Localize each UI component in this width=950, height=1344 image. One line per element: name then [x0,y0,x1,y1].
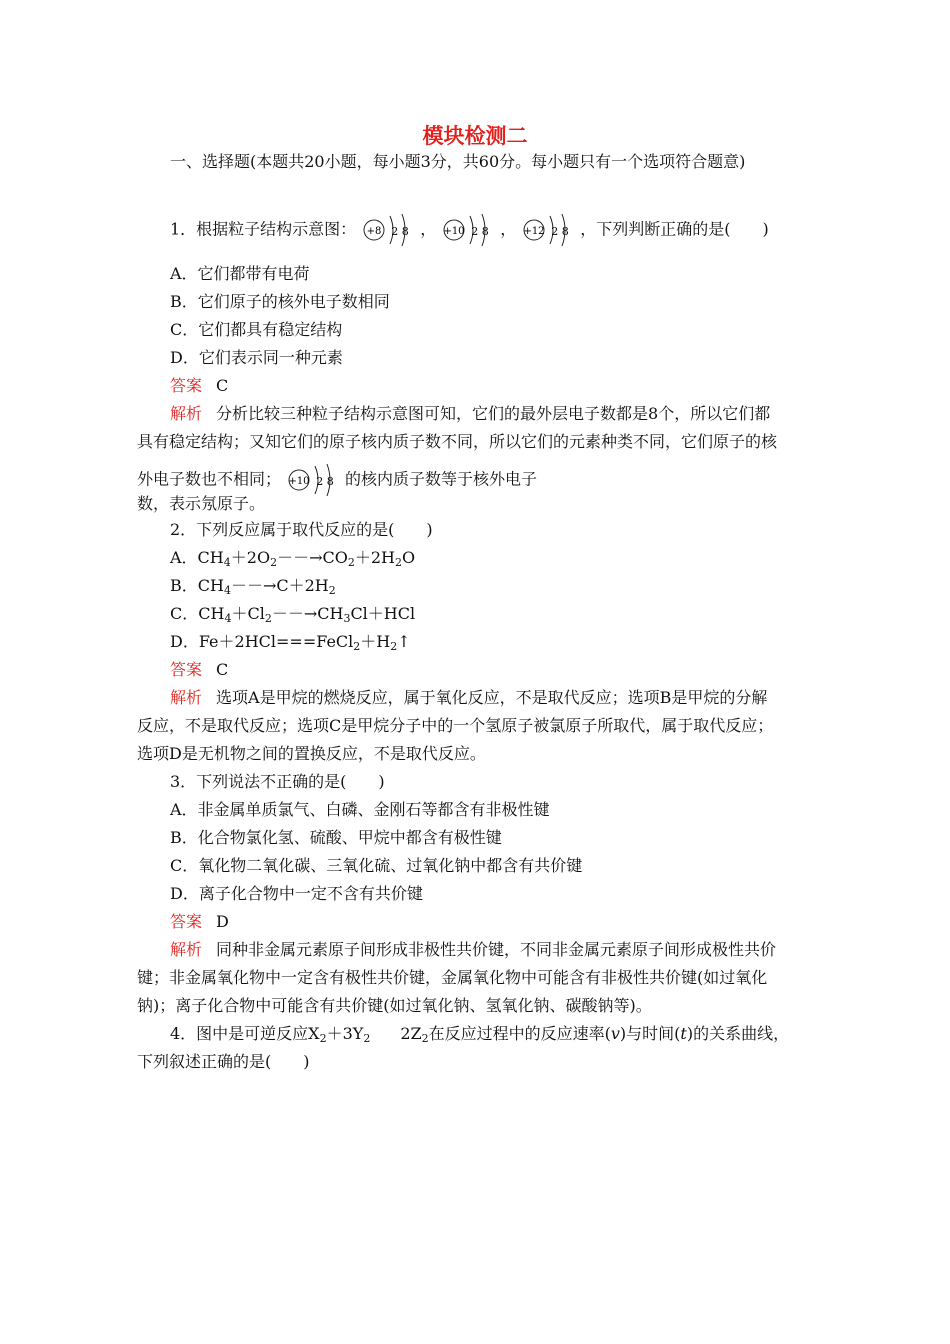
atom-2-nucleus: +10 [443,226,465,237]
question-1-stem-after: ，下列判断正确的是( ) [580,219,769,239]
q1-option-c: C．它们都具有稳定结构 [170,320,343,339]
question-2-stem: 2．下列反应属于取代反应的是( ) [170,520,433,539]
question-1-sep2: ， [500,219,517,239]
q1-analysis-line-1 [170,404,770,424]
q2-analysis-text-1: 选项A是甲烷的燃烧反应，属于氧化反应，不是取代反应；选项B是甲烷的分解 [216,688,768,707]
analysis-label: 解析 [170,940,203,959]
q1-analysis-text-3a: 外电子数也不相同； [137,469,282,489]
answer-label: 答案 [170,376,203,395]
q3-option-d: D．离子化合物中一定不含有共价键 [170,884,423,903]
q1-option-a: A．它们都带有电荷 [170,264,310,283]
q1-option-d: D．它们表示同一种元素 [170,348,343,367]
question-3-stem: 3．下列说法不正确的是( ) [170,772,385,791]
question-1-sep1: ， [420,219,437,239]
atom-2-shells: 2 8 [471,225,489,238]
atom-1-nucleus: +8 [366,226,382,237]
answer-label: 答案 [170,660,203,679]
page-title: 模块检测二 [422,124,528,148]
question-4-stem: 4．图中是可逆反应$X_2+3Y_2$ $2Z_2$在反应过程中的反应速率(v)与时间(t)的关系曲线， [170,1024,790,1045]
q3-analysis-line-2: 键；非金属氧化物中一定含有极性共价键，金属氧化物中可能含有非极性共价键(如过氧化 [137,968,768,987]
atom-1-shells: 2 8 [391,225,409,238]
q1-analysis-line-2: 具有稳定结构；又知它们的原子核内质子数不同，所以它们的元素种类不同，它们原子的核 [137,432,778,451]
q2-answer-value: C [216,660,229,679]
q3-option-b: B．化合物氯化氢、硫酸、甲烷中都含有极性键 [170,828,502,847]
atom-diagram-neon-analysis [285,458,341,502]
atom-3-nucleus: +12 [523,226,545,237]
analysis-label: 解析 [170,688,203,707]
q3-analysis-line-3: 钠)；离子化合物中可能含有共价键(如过氧化钠、氢氧化钠、碳酸钠等)。 [137,996,652,1015]
analysis-atom-nucleus: +10 [288,476,310,487]
q1-analysis-text-3b: 的核内质子数等于核外电子 [345,469,538,489]
q2-analysis-line-3: 选项D是无机物之间的置换反应，不是取代反应。 [137,744,486,763]
q3-answer [170,912,229,932]
q2-option-d: D．$Fe+2HCl===FeCl_2+H_2↑$ [170,632,411,653]
answer-label: 答案 [170,912,203,931]
q1-analysis-line-4: 数，表示氖原子。 [137,494,266,513]
atom-3-shells: 2 8 [551,225,569,238]
q3-answer-value: D [216,912,229,931]
q3-option-c: C．氧化物二氧化碳、三氧化硫、过氧化钠中都含有共价键 [170,856,583,875]
q1-answer [170,376,228,396]
q2-option-a: A．$CH_4+2O_2--\to CO_2+2H_2O$ [170,548,416,569]
q2-analysis-line-2: 反应，不是取代反应；选项C是甲烷分子中的一个氢原子被氯原子所取代，属于取代反应； [137,716,774,735]
atom-diagram-oxygen [360,208,416,252]
analysis-atom-shells: 2 8 [316,475,334,488]
q1-option-b: B．它们原子的核外电子数相同 [170,292,390,311]
section-header: 一、选择题(本题共20小题，每小题3分，共60分。每小题只有一个选项符合题意) [170,152,746,171]
q1-answer-value: C [216,376,229,395]
question-1-stem-before: 1．根据粒子结构示意图： [170,219,357,239]
analysis-label: 解析 [170,404,203,423]
atom-diagram-magnesium [520,208,576,252]
q2-answer [170,660,228,680]
atom-diagram-neon [440,208,496,252]
q3-analysis-text-1: 同种非金属元素原子间形成非极性共价键，不同非金属元素原子间形成极性共价 [216,940,777,959]
q3-analysis-line-1 [170,940,776,960]
q2-analysis-line-1 [170,688,767,708]
question-4-stem-line-2: 下列叙述正确的是( ) [137,1052,310,1071]
q3-option-a: A．非金属单质氯气、白磷、金刚石等都含有非极性键 [170,800,550,819]
question-1-stem [170,208,769,252]
q2-option-b: B．$CH_4--\to C+2H_2$ [170,576,336,597]
q2-option-c: C．$CH_4+Cl_2--\to CH_3Cl+HCl$ [170,604,416,625]
q1-analysis-text-1: 分析比较三种粒子结构示意图可知，它们的最外层电子数都是8个，所以它们都 [216,404,771,423]
